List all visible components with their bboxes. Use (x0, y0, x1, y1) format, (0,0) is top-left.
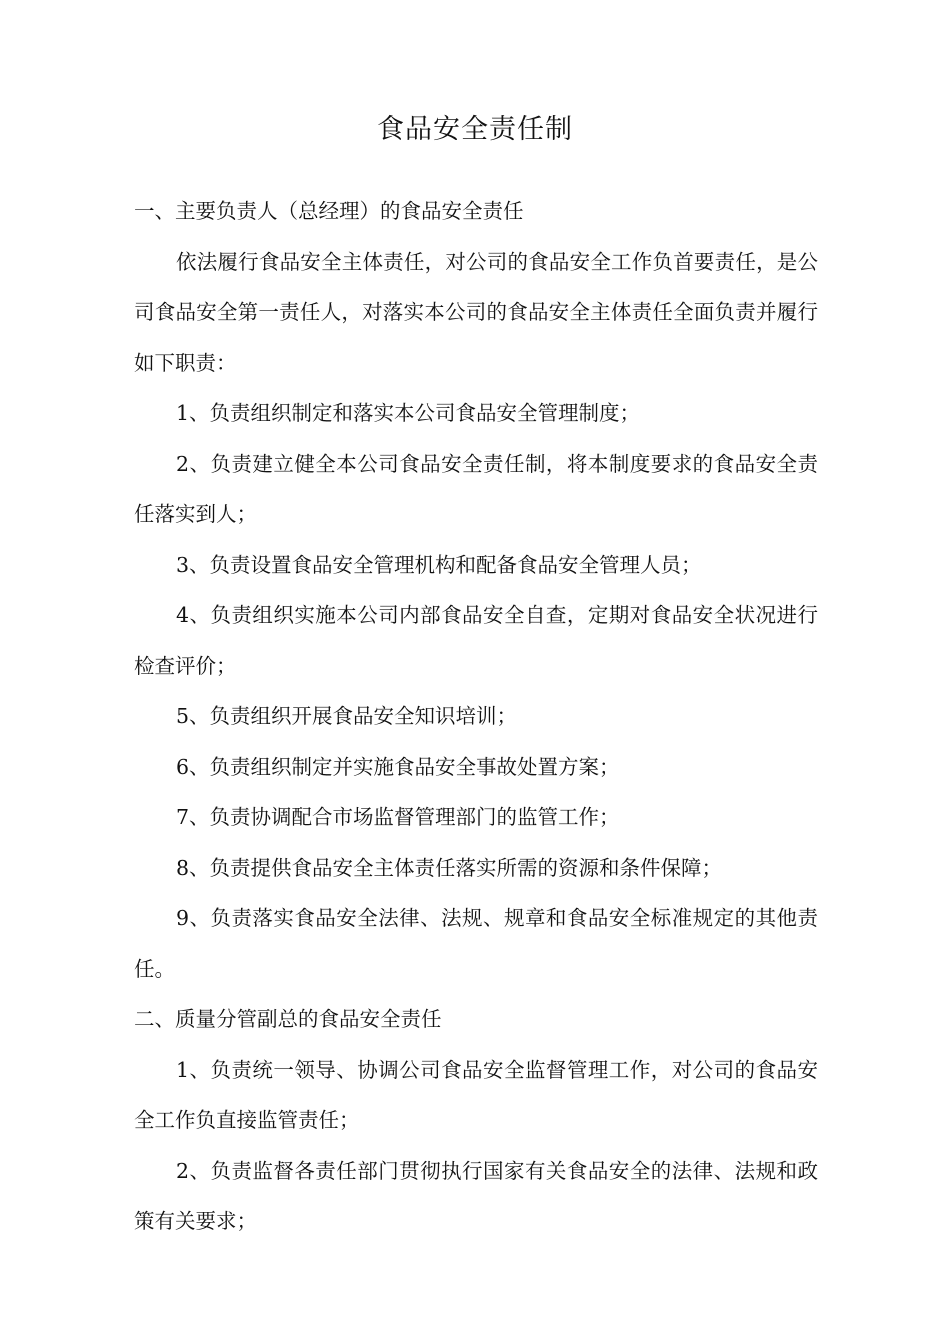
section-1-item-7: 7、负责协调配合市场监督管理部门的监管工作； (176, 805, 620, 829)
section-1-item-4: 4、负责组织实施本公司内部食品安全自查，定期对食品安全状况进行检查评价； (134, 603, 818, 678)
section-2-item-1: 1、负责统一领导、协调公司食品安全监督管理工作，对公司的食品安全工作负直接监管责任； (134, 1057, 818, 1132)
document-body (134, 186, 818, 1247)
section-1-item-2: 2、负责建立健全本公司食品安全责任制，将本制度要求的食品安全责任落实到人； (134, 451, 818, 526)
section-1-item-1: 1、负责组织制定和落实本公司食品安全管理制度； (176, 401, 641, 425)
section-1-item-3: 3、负责设置食品安全管理机构和配备食品安全管理人员； (176, 552, 702, 577)
document-title: 食品安全责任制 (377, 114, 573, 145)
section-1-item-5: 5、负责组织开展食品安全知识培训； (176, 704, 518, 728)
section-1-item-8: 8、负责提供食品安全主体责任落实所需的资源和条件保障； (176, 855, 723, 880)
section-heading-2: 二、质量分管副总的食品安全责任 (134, 1007, 442, 1031)
section-1-item-6: 6、负责组织制定并实施食品安全事故处置方案； (176, 754, 620, 779)
section-2-item-2: 2、负责监督各责任部门贯彻执行国家有关食品安全的法律、法规和政策有关要求； (134, 1158, 818, 1233)
section-1-intro: 依法履行食品安全主体责任，对公司的食品安全工作负首要责任，是公司食品安全第一责任人，对落实本公司的食品安全主体责任全面负责并履行如下职责： (134, 249, 818, 375)
section-1-item-9: 9、负责落实食品安全法律、法规、规章和食品安全标准规定的其他责任。 (134, 906, 818, 981)
section-heading-1: 一、主要负责人（总经理）的食品安全责任 (134, 199, 524, 223)
